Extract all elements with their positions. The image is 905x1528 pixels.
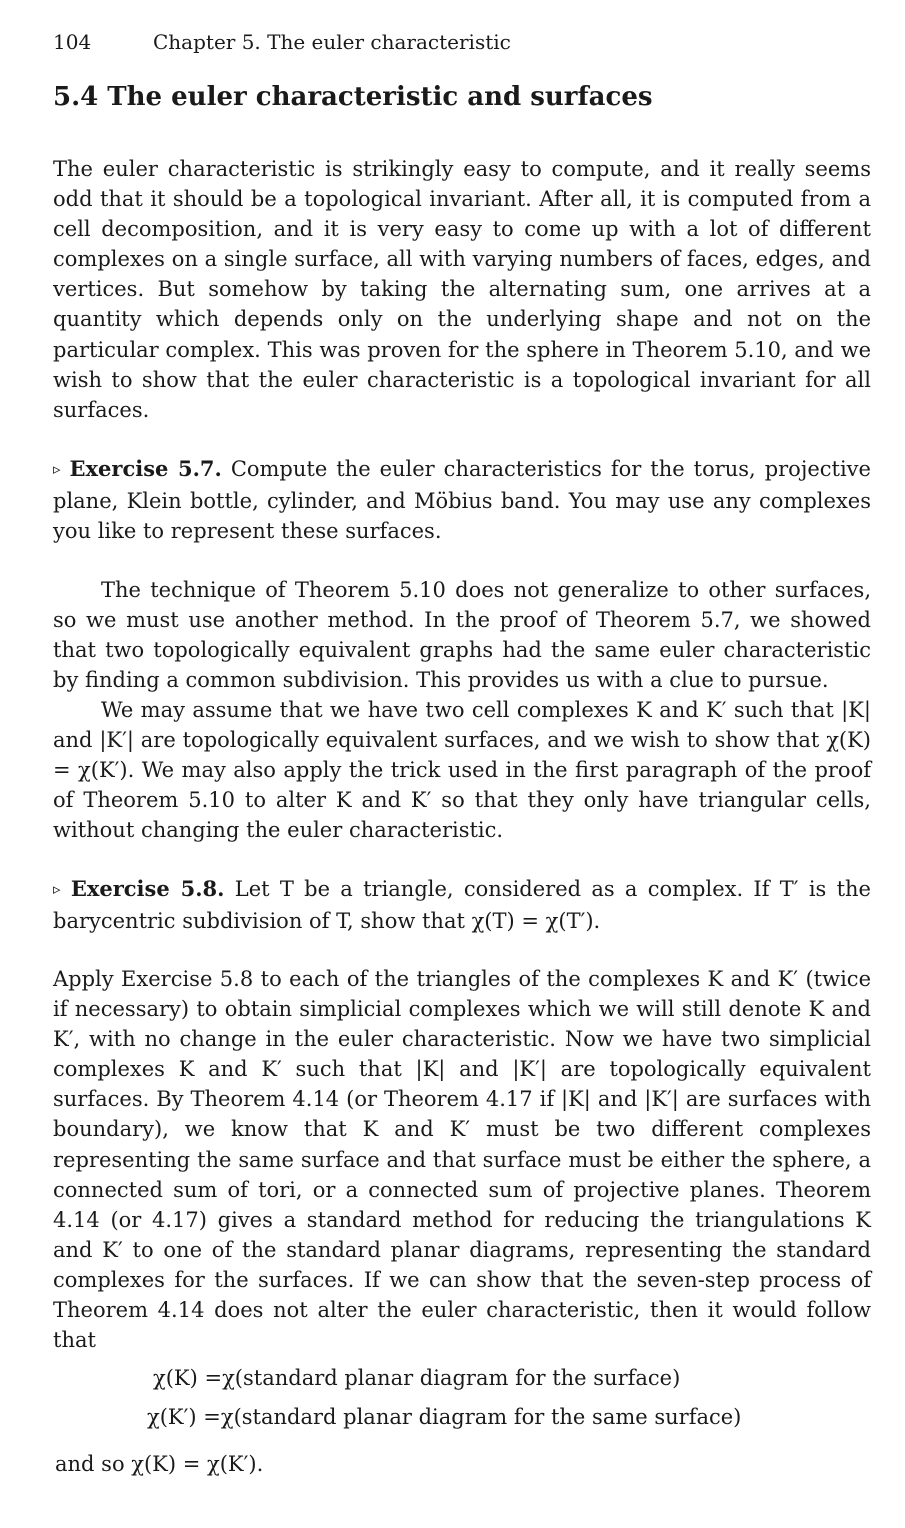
display-equation-2: χ(K′) =χ(standard planar diagram for the same surface) bbox=[147, 1405, 742, 1429]
page-number: 104 bbox=[53, 30, 92, 54]
exercise-5-7 bbox=[53, 454, 871, 546]
running-header bbox=[53, 30, 511, 54]
intro-paragraph: The euler characteristic is strikingly easy to compute, and it really seems odd that it should be a topological invariant. After all, it is computed from a cell decomposition, and it is very easy to come up with a lot of different complexes on a single surface, all with varying numbers of faces, edges, and vertices. But somehow by taking the alternating sum, one arrives at a quantity which depends only on the underlying shape and not on the particular complex. This was proven for the sphere in Theorem 5.10, and we wish to show that the euler characteristic is a topological invariant for all surfaces. bbox=[53, 157, 871, 422]
running-title: Chapter 5. The euler characteristic bbox=[153, 30, 511, 54]
conclusion-line: and so χ(K) = χ(K′). bbox=[55, 1452, 264, 1476]
exercise-label: Exercise 5.8. bbox=[70, 876, 225, 901]
exercise-text: Let T be a triangle, considered as a complex. If T′ is the barycentric subdivision of T, show that χ(T) = χ(T′). bbox=[53, 877, 871, 934]
assumption-paragraph: We may assume that we have two cell complexes K and K′ such that |K| and |K′| are topologically equivalent surfaces, and we wish to show that χ(K) = χ(K′). We may also apply the trick used in the first paragraph of the proof of Theorem 5.10 to alter K and K′ so that they only have triangular cells, without changing the euler characteristic. bbox=[53, 698, 871, 843]
triangle-marker-icon: ▹ bbox=[53, 880, 61, 898]
display-equation-1: χ(K) =χ(standard planar diagram for the surface) bbox=[153, 1366, 681, 1390]
exercise-text: Compute the euler characteristics for the torus, projective plane, Klein bottle, cylinder, and Möbius band. You may use any complexes you like to represent these surfaces. bbox=[53, 457, 871, 544]
argument-paragraph: Apply Exercise 5.8 to each of the triangles of the complexes K and K′ (twice if necessary) to obtain simplicial complexes which we will still denote K and K′, with no change in the euler characteristic. Now we have two simplicial complexes K and K′ such that |K| and |K′| are topologically equivalent surfaces. By Theorem 4.14 (or Theorem 4.17 if |K| and |K′| are surfaces with boundary), we know that K and K′ must be two different complexes representing the same surface and that surface must be either the sphere, a connected sum of tori, or a connected sum of projective planes. Theorem 4.14 (or 4.17) gives a standard method for reducing the triangulations K and K′ to one of the standard planar diagrams, representing the standard complexes for the surfaces. If we can show that the seven-step process of Theorem 4.14 does not alter the euler characteristic, then it would follow that bbox=[53, 967, 871, 1353]
section-title: 5.4 The euler characteristic and surfaces bbox=[53, 82, 653, 112]
exercise-label: Exercise 5.7. bbox=[69, 456, 222, 481]
method-paragraph: The technique of Theorem 5.10 does not generalize to other surfaces, so we must use another method. In the proof of Theorem 5.7, we showed that two topologically equivalent graphs had the same euler characteristic by finding a common subdivision. This provides us with a clue to pursue. bbox=[53, 578, 871, 693]
exercise-5-8 bbox=[53, 874, 871, 936]
triangle-marker-icon: ▹ bbox=[53, 460, 61, 478]
